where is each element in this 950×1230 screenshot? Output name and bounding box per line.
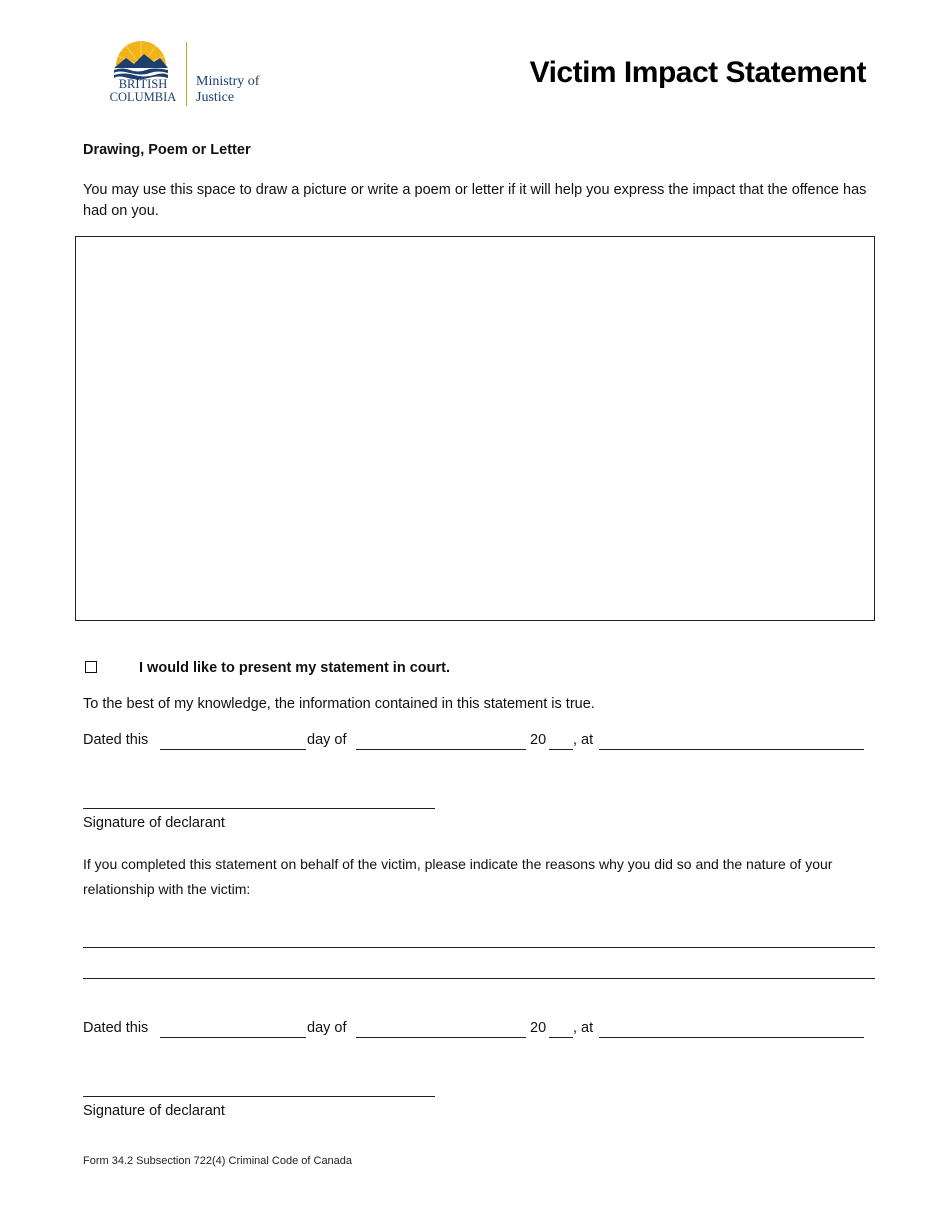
day-field-2[interactable] [160, 1037, 306, 1038]
logo-divider [186, 42, 187, 106]
present-in-court-checkbox[interactable] [85, 661, 97, 673]
place-field-1[interactable] [599, 749, 864, 750]
month-field-2[interactable] [356, 1037, 526, 1038]
form-reference-footer: Form 34.2 Subsection 722(4) Criminal Code of Canada [83, 1155, 353, 1167]
bc-wordmark-line1: BRITISH [118, 77, 168, 91]
signature-field-2[interactable] [83, 1096, 435, 1097]
dated-prefix-1: Dated this [83, 732, 149, 748]
drawing-area[interactable] [75, 236, 875, 621]
day-of-label-2: day of [307, 1020, 347, 1036]
signature-label-1: Signature of declarant [83, 815, 225, 831]
year-field-1[interactable] [549, 749, 573, 750]
bc-emblem-icon [112, 40, 170, 80]
ministry-line1: Ministry of [196, 74, 260, 89]
day-of-label-1: day of [307, 732, 347, 748]
section-intro: You may use this space to draw a picture or write a poem or letter if it will help you express the impact that the offence has had on you. [83, 182, 867, 219]
bc-wordmark [104, 78, 182, 104]
month-field-1[interactable] [356, 749, 526, 750]
day-field-1[interactable] [160, 749, 306, 750]
at-label-1: , at [573, 732, 594, 748]
bc-wordmark-line2: COLUMBIA [109, 90, 177, 104]
signature-label-2: Signature of declarant [83, 1103, 225, 1119]
relationship-line-2[interactable] [83, 978, 875, 979]
behalf-instructions: If you completed this statement on behalf of the victim, please indicate the reasons why you did so and the nature of your relationship with the victim: [83, 856, 833, 897]
relationship-line-1[interactable] [83, 947, 875, 948]
signature-field-1[interactable] [83, 808, 435, 809]
year-prefix-2: 20 [530, 1020, 547, 1036]
truth-statement: To the best of my knowledge, the information contained in this statement is true. [83, 696, 595, 712]
year-prefix-1: 20 [530, 732, 547, 748]
document-title: Victim Impact Statement [529, 56, 866, 89]
present-in-court-label: I would like to present my statement in court. [139, 660, 450, 676]
place-field-2[interactable] [599, 1037, 864, 1038]
dated-prefix-2: Dated this [83, 1020, 149, 1036]
year-field-2[interactable] [549, 1037, 573, 1038]
bc-justice-logo [104, 40, 284, 112]
ministry-name [196, 74, 259, 106]
ministry-line2: Justice [196, 90, 235, 105]
section-heading: Drawing, Poem or Letter [83, 142, 251, 158]
at-label-2: , at [573, 1020, 594, 1036]
